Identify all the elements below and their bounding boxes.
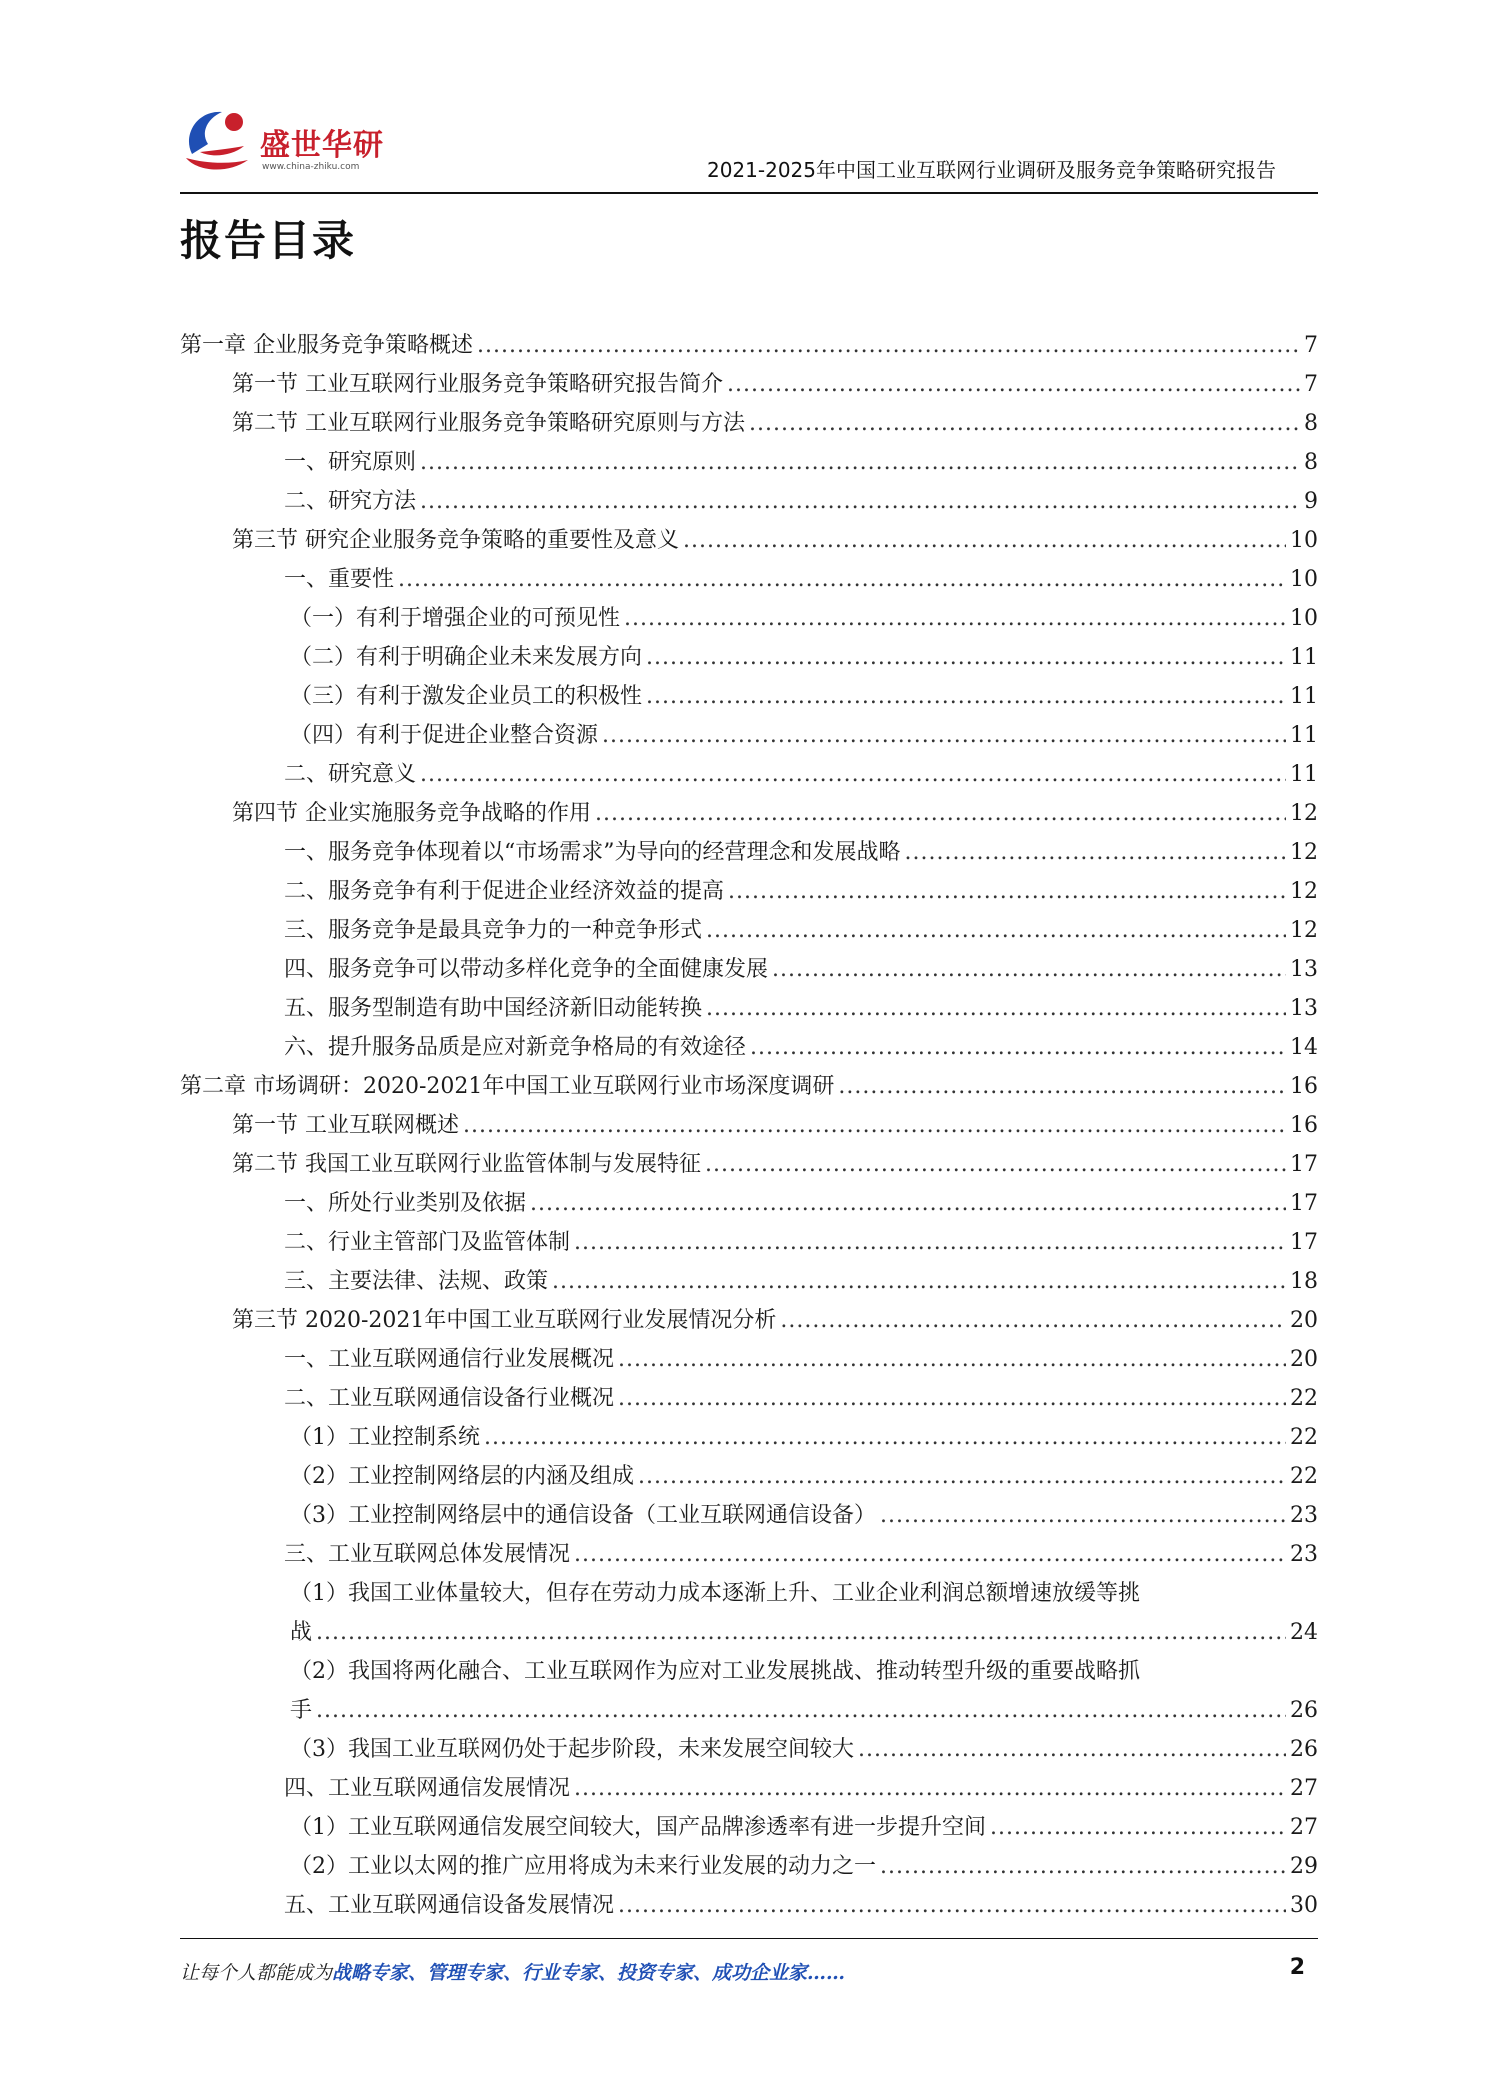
toc-entry[interactable]: [180, 1262, 1318, 1301]
toc-leader-dots: [905, 833, 1287, 872]
toc-page-number: 10: [1290, 606, 1318, 631]
toc-page-number: 17: [1290, 1230, 1318, 1255]
toc-page-number: 12: [1290, 840, 1318, 865]
toc-entry-text: 二、服务竞争有利于促进企业经济效益的提高: [284, 879, 725, 904]
toc-entry-text: （三）有利于激发企业员工的积极性: [290, 684, 643, 709]
toc-leader-dots: [646, 638, 1286, 677]
toc-entry[interactable]: [180, 1145, 1318, 1184]
toc-leader-dots: [780, 1301, 1286, 1340]
toc-entry-text: 第四节 企业实施服务竞争战略的作用: [232, 801, 591, 826]
toc-leader-dots: [750, 1028, 1286, 1067]
toc-entry[interactable]: [180, 716, 1318, 755]
toc-entry[interactable]: [180, 1769, 1318, 1808]
toc-entry-text: 第二章 市场调研：2020-2021年中国工业互联网行业市场深度调研: [180, 1074, 835, 1099]
toc-leader-dots: [990, 1808, 1286, 1847]
table-of-contents: [180, 326, 1318, 1925]
toc-entry-text: 第二节 我国工业互联网行业监管体制与发展特征: [232, 1152, 701, 1177]
toc-entry[interactable]: [180, 482, 1318, 521]
toc-entry-text: 六、提升服务品质是应对新竞争格局的有效途径: [284, 1035, 747, 1060]
toc-leader-dots: [574, 1535, 1286, 1574]
toc-entry[interactable]: [180, 638, 1318, 677]
toc-leader-dots: [838, 1067, 1286, 1106]
logo-url: www.china-zhiku.com: [262, 162, 360, 172]
toc-page-number: 22: [1290, 1464, 1318, 1489]
toc-page-number: 13: [1290, 957, 1318, 982]
toc-entry-text: （四）有利于促进企业整合资源: [290, 723, 599, 748]
toc-entry-text: （2）我国将两化融合、工业互联网作为应对工业发展挑战、推动转型升级的重要战略抓: [290, 1659, 1140, 1684]
toc-page-number: 11: [1290, 645, 1318, 670]
toc-leader-dots: [574, 1769, 1286, 1808]
toc-leader-dots: [728, 872, 1286, 911]
toc-page-number: 20: [1290, 1347, 1318, 1372]
toc-leader-dots: [880, 1496, 1286, 1535]
toc-page-number: 12: [1290, 801, 1318, 826]
toc-entry[interactable]: [180, 404, 1318, 443]
slogan-prefix: 让每个人都能成为: [180, 1962, 333, 1984]
logo-swirl-icon: [178, 102, 256, 180]
toc-page-number: 27: [1290, 1815, 1318, 1840]
toc-entry[interactable]: [180, 911, 1318, 950]
toc-entry[interactable]: [180, 1301, 1318, 1340]
toc-entry-text: 五、工业互联网通信设备发展情况: [284, 1893, 615, 1918]
toc-page-number: 22: [1290, 1425, 1318, 1450]
toc-entry[interactable]: [180, 1340, 1318, 1379]
toc-entry-text: 二、研究方法: [284, 489, 417, 514]
toc-page-number: 26: [1290, 1698, 1318, 1723]
toc-leader-dots: [705, 1145, 1286, 1184]
toc-entry-text: （1）工业互联网通信发展空间较大，国产品牌渗透率有进一步提升空间: [290, 1815, 986, 1840]
toc-leader-dots: [618, 1379, 1286, 1418]
toc-entry[interactable]: [180, 1028, 1318, 1067]
toc-leader-dots: [463, 1106, 1286, 1145]
toc-entry-text: 第一节 工业互联网概述: [232, 1113, 459, 1138]
toc-page-number: 17: [1290, 1152, 1318, 1177]
toc-page-number: 29: [1290, 1854, 1318, 1879]
toc-entry-text: 二、工业互联网通信设备行业概况: [284, 1386, 615, 1411]
toc-entry-text: 一、所处行业类别及依据: [284, 1191, 527, 1216]
toc-entry[interactable]: [180, 872, 1318, 911]
toc-page-number: 12: [1290, 918, 1318, 943]
toc-page-number: 20: [1290, 1308, 1318, 1333]
toc-leader-dots: [858, 1730, 1286, 1769]
toc-page-number: 16: [1290, 1113, 1318, 1138]
toc-entry[interactable]: [180, 1847, 1318, 1886]
toc-entry[interactable]: [180, 1067, 1318, 1106]
toc-entry[interactable]: [180, 794, 1318, 833]
toc-entry-text: 四、服务竞争可以带动多样化竞争的全面健康发展: [284, 957, 769, 982]
toc-entry-text: （3）工业控制网络层中的通信设备（工业互联网通信设备）: [290, 1503, 876, 1528]
toc-page-number: 27: [1290, 1776, 1318, 1801]
toc-page-number: 17: [1290, 1191, 1318, 1216]
toc-leader-dots: [683, 521, 1286, 560]
toc-leader-dots: [646, 677, 1286, 716]
toc-leader-dots: [638, 1457, 1286, 1496]
toc-leader-dots: [602, 716, 1286, 755]
toc-entry[interactable]: [180, 833, 1318, 872]
toc-page-number: 16: [1290, 1074, 1318, 1099]
toc-leader-dots: [624, 599, 1286, 638]
toc-leader-dots: [420, 482, 1300, 521]
toc-entry-text-cont: 战: [290, 1620, 313, 1645]
toc-leader-dots: [727, 365, 1300, 404]
toc-entry-text: 一、重要性: [284, 567, 395, 592]
toc-entry-text: 第三节 2020-2021年中国工业互联网行业发展情况分析: [232, 1308, 777, 1333]
toc-heading: 报告目录: [180, 216, 357, 265]
toc-leader-dots: [595, 794, 1286, 833]
toc-page-number: 10: [1290, 528, 1318, 553]
toc-leader-dots: [880, 1847, 1286, 1886]
report-title: 2021-2025年中国工业互联网行业调研及服务竞争策略研究报告: [706, 158, 1276, 182]
toc-entry[interactable]: [180, 1106, 1318, 1145]
toc-page-number: 9: [1304, 489, 1318, 514]
toc-page-number: 23: [1290, 1503, 1318, 1528]
toc-entry[interactable]: [180, 521, 1318, 560]
toc-leader-dots: [618, 1340, 1286, 1379]
toc-entry-text: 一、研究原则: [284, 450, 417, 475]
toc-entry-text: （一）有利于增强企业的可预见性: [290, 606, 621, 631]
toc-entry[interactable]: [180, 1886, 1318, 1925]
toc-entry-continuation[interactable]: [180, 1691, 1318, 1730]
toc-entry[interactable]: [180, 1379, 1318, 1418]
toc-leader-dots: [706, 911, 1286, 950]
toc-entry-text: 一、工业互联网通信行业发展概况: [284, 1347, 615, 1372]
toc-page-number: 22: [1290, 1386, 1318, 1411]
toc-entry[interactable]: [180, 1418, 1318, 1457]
toc-entry[interactable]: [180, 1496, 1318, 1535]
toc-page-number: 10: [1290, 567, 1318, 592]
toc-page-number: 7: [1304, 333, 1318, 358]
toc-entry[interactable]: [180, 560, 1318, 599]
toc-leader-dots: [316, 1613, 1286, 1652]
page-number: 2: [1289, 1955, 1305, 1980]
toc-page-number: 11: [1290, 762, 1318, 787]
toc-entry-text-cont: 手: [290, 1698, 313, 1723]
toc-page-number: 7: [1304, 372, 1318, 397]
toc-entry-text: （2）工业以太网的推广应用将成为未来行业发展的动力之一: [290, 1854, 876, 1879]
toc-leader-dots: [530, 1184, 1286, 1223]
slogan-highlight: 战略专家、管理专家、行业专家、投资专家、成功企业家……: [332, 1962, 846, 1984]
toc-entry-text: 三、主要法律、法规、政策: [284, 1269, 549, 1294]
toc-leader-dots: [316, 1691, 1286, 1730]
toc-leader-dots: [552, 1262, 1286, 1301]
page-header: [170, 100, 1318, 196]
footer-slogan: [180, 1958, 845, 1985]
toc-page-number: 30: [1290, 1893, 1318, 1918]
toc-entry-text: 第二节 工业互联网行业服务竞争策略研究原则与方法: [232, 411, 745, 436]
toc-leader-dots: [420, 755, 1286, 794]
toc-entry[interactable]: [180, 599, 1318, 638]
toc-entry[interactable]: [180, 1574, 1318, 1613]
toc-entry[interactable]: [180, 1535, 1318, 1574]
toc-leader-dots: [477, 326, 1300, 365]
toc-entry-text: 三、工业互联网总体发展情况: [284, 1542, 571, 1567]
toc-entry-text: （1）我国工业体量较大，但存在劳动力成本逐渐上升、工业企业利润总额增速放缓等挑: [290, 1581, 1140, 1606]
toc-entry-text: 四、工业互联网通信发展情况: [284, 1776, 571, 1801]
toc-leader-dots: [618, 1886, 1286, 1925]
toc-leader-dots: [398, 560, 1286, 599]
toc-entry[interactable]: [180, 1184, 1318, 1223]
toc-page-number: 23: [1290, 1542, 1318, 1567]
toc-entry[interactable]: [180, 1652, 1318, 1691]
toc-entry[interactable]: [180, 1223, 1318, 1262]
toc-entry-text: （二）有利于明确企业未来发展方向: [290, 645, 643, 670]
toc-leader-dots: [749, 404, 1300, 443]
toc-entry[interactable]: [180, 326, 1318, 365]
toc-page-number: 11: [1290, 723, 1318, 748]
toc-leader-dots: [772, 950, 1286, 989]
toc-entry[interactable]: [180, 989, 1318, 1028]
toc-entry[interactable]: [180, 755, 1318, 794]
toc-page-number: 18: [1290, 1269, 1318, 1294]
toc-leader-dots: [706, 989, 1286, 1028]
toc-entry-text: （3）我国工业互联网仍处于起步阶段，未来发展空间较大: [290, 1737, 854, 1762]
toc-entry-text: 第一章 企业服务竞争策略概述: [180, 333, 473, 358]
toc-entry-text: 第一节 工业互联网行业服务竞争策略研究报告简介: [232, 372, 723, 397]
toc-entry-text: 一、服务竞争体现着以“市场需求”为导向的经营理念和发展战略: [284, 840, 901, 865]
toc-page-number: 8: [1304, 411, 1318, 436]
toc-page-number: 12: [1290, 879, 1318, 904]
toc-entry-text: 三、服务竞争是最具竞争力的一种竞争形式: [284, 918, 703, 943]
toc-page-number: 11: [1290, 684, 1318, 709]
toc-entry[interactable]: [180, 677, 1318, 716]
toc-page-number: 13: [1290, 996, 1318, 1021]
toc-entry-text: （1）工业控制系统: [290, 1425, 480, 1450]
toc-entry-continuation[interactable]: [180, 1613, 1318, 1652]
toc-entry[interactable]: [180, 443, 1318, 482]
toc-page-number: 24: [1290, 1620, 1318, 1645]
toc-entry-text: 五、服务型制造有助中国经济新旧动能转换: [284, 996, 703, 1021]
toc-entry-text: 第三节 研究企业服务竞争策略的重要性及意义: [232, 528, 679, 553]
toc-entry[interactable]: [180, 1457, 1318, 1496]
toc-leader-dots: [574, 1223, 1286, 1262]
logo-name: 盛世华研: [260, 128, 384, 163]
toc-entry-text: 二、行业主管部门及监管体制: [284, 1230, 571, 1255]
toc-entry[interactable]: [180, 365, 1318, 404]
toc-leader-dots: [484, 1418, 1286, 1457]
toc-page-number: 14: [1290, 1035, 1318, 1060]
header-divider: [180, 192, 1318, 194]
footer-divider: [180, 1938, 1318, 1939]
toc-entry[interactable]: [180, 1730, 1318, 1769]
toc-entry-text: 二、研究意义: [284, 762, 417, 787]
toc-page-number: 8: [1304, 450, 1318, 475]
logo: [178, 100, 388, 184]
toc-entry[interactable]: [180, 1808, 1318, 1847]
toc-entry[interactable]: [180, 950, 1318, 989]
toc-leader-dots: [420, 443, 1300, 482]
toc-page-number: 26: [1290, 1737, 1318, 1762]
toc-entry-text: （2）工业控制网络层的内涵及组成: [290, 1464, 634, 1489]
